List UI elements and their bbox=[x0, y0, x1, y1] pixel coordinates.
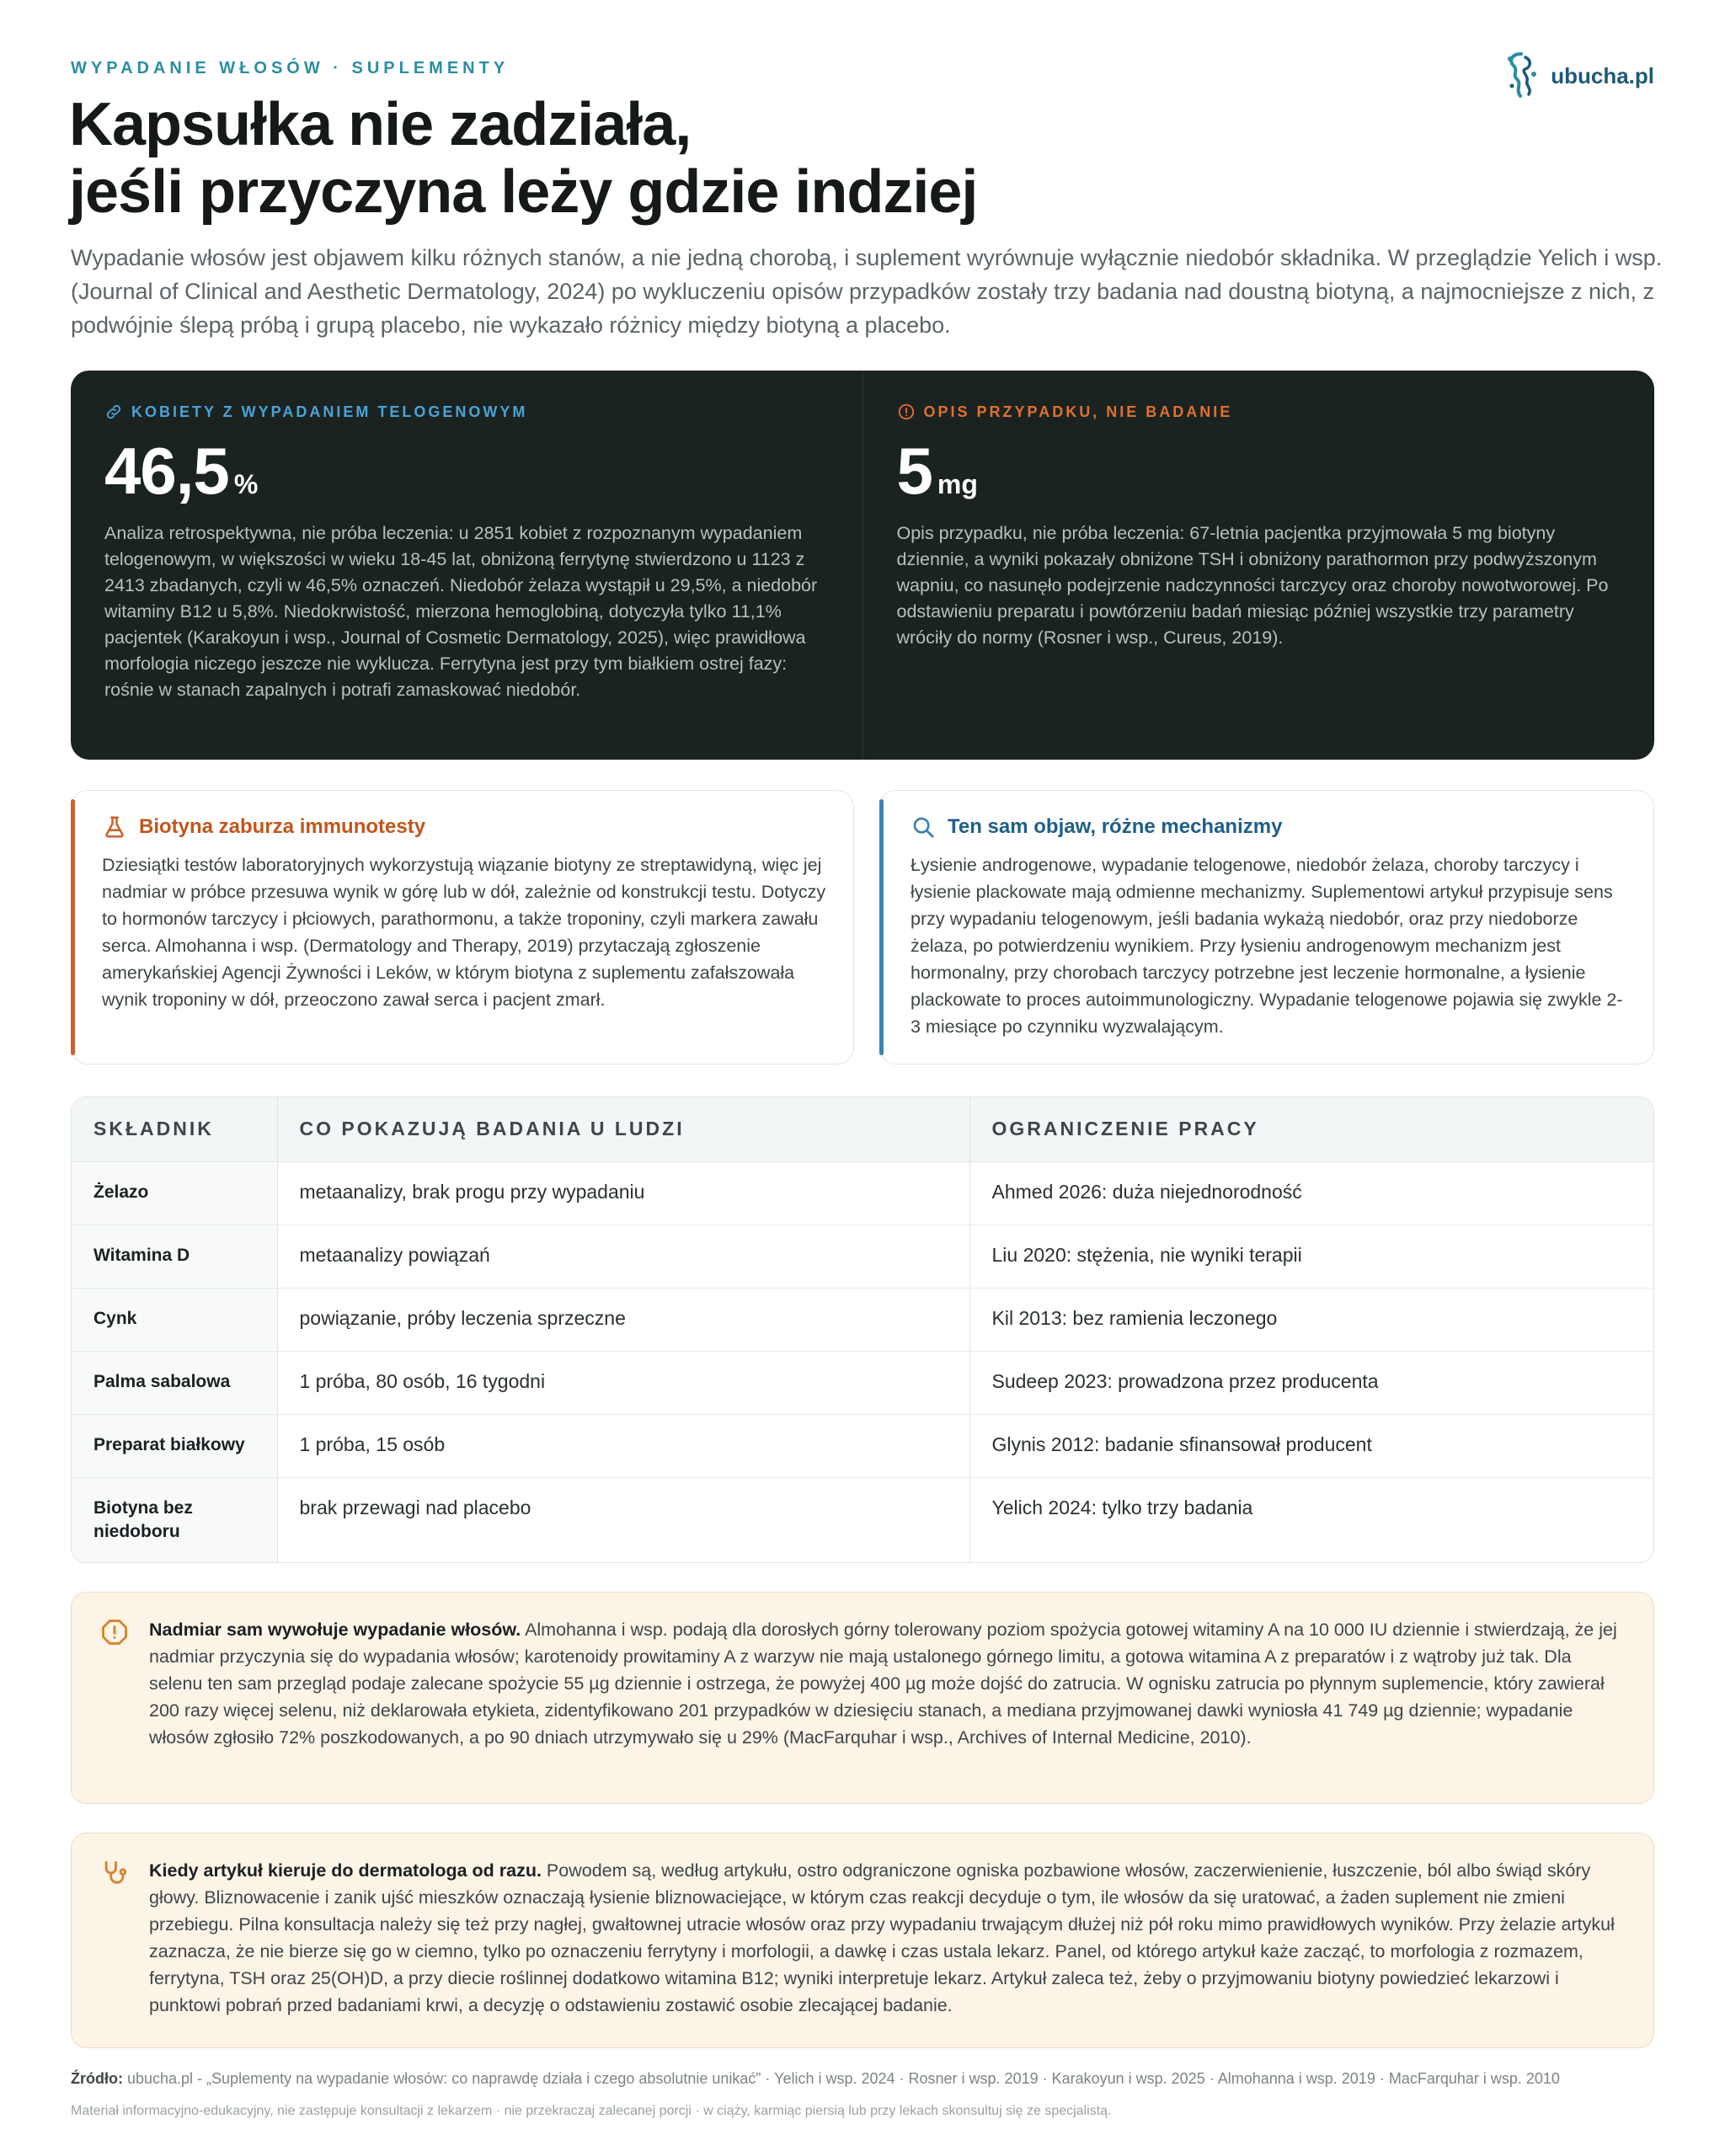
column-header: SKŁADNIK bbox=[72, 1097, 277, 1161]
stethoscope-icon bbox=[100, 1859, 129, 1887]
flask-icon bbox=[102, 814, 127, 840]
ingredient-cell: Palma sabalowa bbox=[72, 1351, 277, 1414]
search-icon bbox=[911, 814, 936, 840]
card-title-text: Biotyna zaburza immunotesty bbox=[139, 815, 426, 838]
note-lead: Nadmiar sam wywołuje wypadanie włosów. bbox=[149, 1620, 521, 1640]
stats-panel bbox=[71, 371, 1654, 760]
stat-label-text: OPIS PRZYPADKU, NIE BADANIE bbox=[923, 403, 1233, 420]
stat-case-report bbox=[862, 371, 1655, 760]
evidence-cell: metaanalizy, brak progu przy wypadaniu bbox=[277, 1161, 969, 1225]
limitation-cell: Sudeep 2023: prowadzona przez producenta bbox=[969, 1351, 1653, 1414]
evidence-table bbox=[71, 1097, 1654, 1563]
lead-paragraph: Wypadanie włosów jest objawem kilku różnych stanów, a nie jedną chorobą, i suplement wyrównuje wyłącznie niedobór składnika. W przeglądzie Yelich i wsp. (Journal of Clinical and Aesthetic Dermatology, 2024) po wykluczeniu opisów przypadków zostały trzy badania nad doustną biotyną, a najmocniejsze z nich, z podwójnie ślepą próbą i grupą placebo, nie wykazało różnicy między biotyną a placebo. bbox=[71, 245, 1663, 338]
stat-value bbox=[104, 433, 829, 509]
title-line-2: jeśli przyczyna leży gdzie indziej bbox=[69, 158, 978, 226]
stat-number: 5 bbox=[896, 434, 932, 508]
column-header: CO POKAZUJĄ BADANIA U LUDZI bbox=[277, 1097, 969, 1161]
table-row bbox=[72, 1288, 1653, 1351]
stat-label bbox=[897, 403, 1621, 421]
ingredient-cell: Biotyna bez niedoboru bbox=[72, 1477, 277, 1562]
ingredient-cell: Preparat białkowy bbox=[72, 1414, 277, 1477]
stat-unit: % bbox=[233, 469, 259, 499]
table-row bbox=[72, 1161, 1653, 1225]
disclaimer: Materiał informacyjno-edukacyjny, nie zastępuje konsultacji z lekarzem · nie przekraczaj zalecanej porcji · w ciąży, karmiąc piersią lub przy lekach skonsultuj się ze specjalistą. bbox=[71, 2104, 1112, 2118]
note-lead: Kiedy artykuł kieruje do dermatologa od razu. bbox=[149, 1860, 542, 1881]
note-text bbox=[149, 1857, 1620, 2019]
note-body: Almohanna i wsp. podają dla dorosłych górny tolerowany poziom spożycia gotowej witaminy A na 10 000 IU dziennie i stwierdzają, że jej nadmiar przyczynia się do wypadania włosów; karotenoidy prowitaminy A z warzyw nie mają ustalonego górnego limitu, a gotowa witamina A z preparatów i z wątroby już tak. Dla selenu ten sam przegląd podaje zalecane spożycie 55 µg dziennie i ostrzega, że powyżej 400 µg może dojść do zatrucia. W ognisku zatrucia po płynnym suplemencie, który zawierał 200 razy więcej selenu, niż deklarowała etykieta, zidentyfikowano 201 przypadków w dziesięciu stanach, a mediana przyjmowanej dawki wyniosła 41 749 µg dziennie; wypadanie włosów zgłosiło 72% poszkodowanych, a po 90 dniach utrzymywało się u 29% (MacFarquhar i wsp., Archives of Internal Medicine, 2010). bbox=[149, 1620, 1617, 1748]
stat-telogen bbox=[71, 371, 862, 760]
stat-number: 46,5 bbox=[104, 434, 229, 508]
evidence-cell: metaanalizy powiązań bbox=[277, 1225, 969, 1288]
table-row bbox=[72, 1351, 1653, 1414]
evidence-cell: 1 próba, 80 osób, 16 tygodni bbox=[277, 1351, 969, 1414]
source-label: Źródło: bbox=[71, 2070, 123, 2087]
stat-label bbox=[104, 403, 829, 421]
ingredient-cell: Witamina D bbox=[72, 1225, 277, 1288]
limitation-cell: Kil 2013: bez ramienia leczonego bbox=[969, 1288, 1653, 1351]
stat-unit: mg bbox=[937, 469, 978, 499]
stat-description: Analiza retrospektywna, nie próba leczenia: u 2851 kobiet z rozpoznanym wypadaniem telogenowym, w większości w wieku 18-45 lat, obniżoną ferrytynę stwierdzono u 1123 z 2413 zbadanych, czyli w 46,5% oznaczeń. Niedobór żelaza wystąpił u 29,5%, a niedobór witaminy B12 u 5,8%. Niedokrwistość, mierzona hemoglobiną, dotyczyła tylko 11,1% pacjentek (Karakoyun i wsp., Journal of Cosmetic Dermatology, 2025), więc prawidłowa morfologia niczego jeszcze nie wyklucza. Ferrytyna jest przy tym białkiem ostrej fazy: rośnie w stanach zapalnych i potrafi zamaskować niedobór. bbox=[104, 523, 818, 700]
card-title-text: Ten sam objaw, różne mechanizmy bbox=[948, 815, 1283, 838]
alert-circle-icon bbox=[897, 403, 916, 421]
brand-logo-icon bbox=[1500, 49, 1542, 103]
stat-description: Opis przypadku, nie próba leczenia: 67-letnia pacjentka przyjmowała 5 mg biotyny dziennie, a wyniki pokazały obniżone TSH i obniżony parathormon przy podwyższonym wapniu, co nasunęło podejrzenie nadczynności tarczycy oraz choroby nowotworowej. Po odstawieniu preparatu i powtórzeniu badań miesiąc później wszystkie trzy parametry wróciły do normy (Rosner i wsp., Cureus, 2019). bbox=[896, 523, 1609, 648]
stat-value bbox=[897, 433, 1621, 509]
card-title bbox=[102, 814, 828, 840]
table-row bbox=[72, 1225, 1653, 1288]
kicker: WYPADANIE WŁOSÓW · SUPLEMENTY bbox=[71, 59, 510, 77]
card-title bbox=[911, 814, 1628, 840]
table-row bbox=[72, 1414, 1653, 1477]
stat-label-text: KOBIETY Z WYPADANIEM TELOGENOWYM bbox=[131, 403, 528, 420]
limitation-cell: Yelich 2024: tylko trzy badania bbox=[969, 1477, 1653, 1562]
column-header: OGRANICZENIE PRACY bbox=[969, 1097, 1653, 1161]
title-line-1: Kapsułka nie zadziała, bbox=[69, 91, 692, 158]
warning-octagon-icon bbox=[100, 1618, 129, 1646]
note-body: Powodem są, według artykułu, ostro odgraniczone ogniska pozbawione włosów, zaczerwienienie, łuszczenie, ból albo świąd skóry głowy. Bliznowacenie i zanik ujść mieszków oznaczają łysienie bliznowaciejące, w którym czas reakcji decyduje o tym, ile włosów da się uratować, a żaden suplement nie zmieni przebiegu. Pilna konsultacja należy się też przy nagłej, gwałtownej utracie włosów oraz przy wypadaniu trwającym dłużej niż pół roku mimo prawidłowych wyników. Przy żelazie artykuł zaznacza, że nie bierze się go w ciemno, tylko po oznaczeniu ferrytyny i morfologii, a dawkę i czas ustala lekarz. Panel, od którego artykuł każe zacząć, to morfologia z rozmazem, ferrytyna, TSH oraz 25(OH)D, a przy diecie roślinnej dodatkowo witamina B12; wyniki interpretuje lekarz. Artykuł zaleca też, żeby o przyjmowaniu biotyny powiedzieć lekarzowi i punktowi pobrań przed badaniami krwi, a decyzję o odstawieniu zostawić osobie zlecającej badanie. bbox=[149, 1860, 1615, 2015]
link-icon bbox=[104, 403, 123, 421]
ingredient-cell: Cynk bbox=[72, 1288, 277, 1351]
card-text: Łysienie androgenowe, wypadanie telogenowe, niedobór żelaza, choroby tarczycy i łysienie plackowate mają odmienne mechanizmy. Suplementowi artykuł przypisuje sens przy wypadaniu telogenowym, jeśli badania wykażą niedobór, oraz przy niedoborze żelaza, po potwierdzeniu wynikiem. Przy łysieniu androgenowym mechanizm jest hormonalny, przy chorobach tarczycy potrzebne jest leczenie hormonalne, a łysienie plackowate to proces autoimmunologiczny. Wypadanie telogenowe pojawia się zwykle 2-3 miesiące po czynniku wyzwalającym. bbox=[911, 855, 1623, 1037]
card-mechanisms bbox=[879, 790, 1654, 1065]
evidence-cell: 1 próba, 15 osób bbox=[277, 1414, 969, 1477]
card-text: Dziesiątki testów laboratoryjnych wykorzystują wiązanie biotyny ze streptawidyną, więc jej nadmiar w próbce przesuwa wynik w górę lub w dół, zależnie od konstrukcji testu. Dotyczy to hormonów tarczycy i płciowych, parathormonu, a także troponiny, czyli markera zawału serca. Almohanna i wsp. (Dermatology and Therapy, 2019) przytaczają zgłoszenie amerykańskiej Agencji Żywności i Leków, w którym biotyna z suplementu zafałszowała wynik troponiny w dół, przeoczono zawał serca i pacjent zmarł. bbox=[102, 855, 826, 1010]
table-header-row bbox=[72, 1097, 1653, 1161]
table-row bbox=[72, 1477, 1653, 1562]
note-text bbox=[149, 1616, 1620, 1751]
evidence-cell: brak przewagi nad placebo bbox=[277, 1477, 969, 1562]
note-dermatologist bbox=[71, 1833, 1654, 2048]
source-line bbox=[71, 2070, 1560, 2088]
evidence-cell: powiązanie, próby leczenia sprzeczne bbox=[277, 1288, 969, 1351]
limitation-cell: Glynis 2012: badanie sfinansował producent bbox=[969, 1414, 1653, 1477]
note-overdose bbox=[71, 1592, 1654, 1804]
brand-name: ubucha.pl bbox=[1551, 62, 1654, 88]
card-biotin-immunoassay bbox=[71, 790, 854, 1065]
limitation-cell: Liu 2020: stężenia, nie wyniki terapii bbox=[969, 1225, 1653, 1288]
limitation-cell: Ahmed 2026: duża niejednorodność bbox=[969, 1161, 1653, 1225]
page-title bbox=[69, 91, 977, 226]
source-text: ubucha.pl - „Suplementy na wypadanie włosów: co naprawdę działa i czego absolutnie unikać” · Yelich i wsp. 2024 · Rosner i wsp. 2019 · Karakoyun i wsp. 2025 · Almohanna i wsp. 2019 · MacFarquhar i wsp. 2010 bbox=[122, 2070, 1560, 2087]
ingredient-cell: Żelazo bbox=[72, 1161, 277, 1225]
brand[interactable] bbox=[1500, 49, 1654, 103]
